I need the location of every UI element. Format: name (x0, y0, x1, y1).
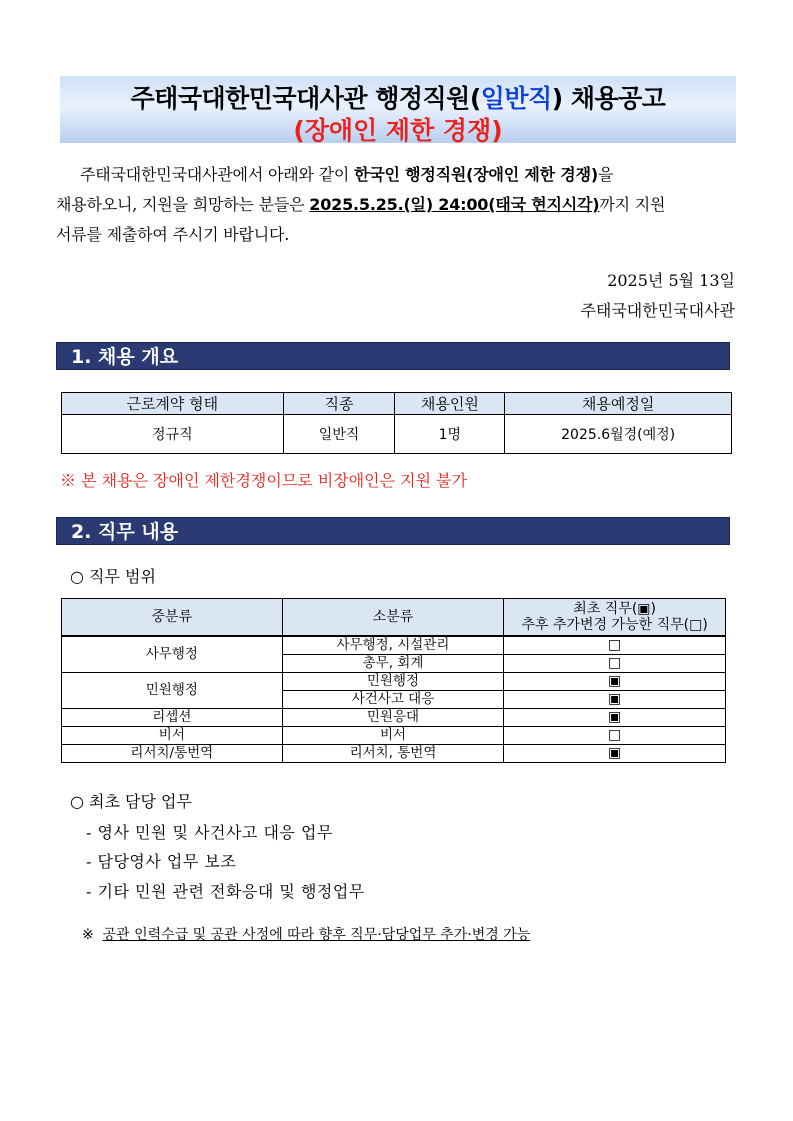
header-contract-type: 근로계약 형태 (62, 393, 284, 415)
table-header-row (62, 599, 726, 636)
checkbox-checked-icon: ▣ (504, 744, 726, 762)
checkbox-checked-icon: ▣ (504, 708, 726, 726)
header-status-line-2: 추후 추가변경 가능한 직무(□) (521, 616, 708, 633)
cell-sub-category: 민원행정 (282, 672, 504, 690)
table-row (62, 708, 726, 726)
table-row (62, 744, 726, 762)
title-banner (60, 76, 736, 143)
title-suffix: ) 채용공고 (551, 84, 666, 113)
cell-sub-category: 사무행정, 시설관리 (282, 636, 504, 655)
duty-item: - 담당영사 업무 보조 (86, 852, 237, 871)
header-status-line-1: 최초 직무(▣) (573, 600, 656, 617)
section-2-header: 2. 직무 내용 (56, 517, 730, 545)
recruitment-summary-table (61, 392, 732, 454)
cell-sub-category: 사건사고 대응 (282, 690, 504, 708)
header-job-type: 직종 (283, 393, 395, 415)
eligibility-notice: ※ 본 채용은 장애인 제한경쟁이므로 비장애인은 지원 불가 (60, 471, 468, 490)
table-row (62, 726, 726, 744)
intro-text: 채용하오니, 지원을 희망하는 분들은 (56, 195, 310, 214)
cell-start-date: 2025.6월경(예정) (505, 415, 732, 454)
title-line-2: (장애인 제한 경쟁) (293, 116, 503, 145)
intro-text: 까지 지원 (599, 195, 666, 214)
header-duty-status (504, 599, 726, 636)
checkbox-checked-icon: ▣ (504, 690, 726, 708)
initial-duties-label: ○ 최초 담당 업무 (70, 792, 192, 811)
section-1-header: 1. 채용 개요 (56, 342, 730, 370)
duty-item: - 영사 민원 및 사건사고 대응 업무 (86, 823, 333, 842)
job-scope-table (61, 598, 726, 763)
intro-line-1 (56, 160, 736, 190)
intro-deadline: 2025.5.25.(일) 24:00(태국 현지시각) (309, 195, 600, 214)
header-mid-category: 중분류 (62, 599, 283, 636)
header-start-date: 채용예정일 (505, 393, 732, 415)
cell-headcount: 1명 (395, 415, 505, 454)
header-headcount: 채용인원 (395, 393, 505, 415)
intro-text: 주태국대한민국대사관에서 아래와 같이 (80, 165, 355, 184)
table-header-row (62, 393, 732, 415)
cell-mid-category: 리셉션 (62, 708, 283, 726)
cell-mid-category: 민원행정 (62, 672, 283, 708)
cell-sub-category: 민원응대 (282, 708, 504, 726)
intro-line-3: 서류를 제출하여 주시기 바랍니다. (56, 225, 290, 244)
cell-sub-category: 리서치, 통번역 (282, 744, 504, 762)
title-highlight: 일반직 (480, 84, 552, 113)
cell-mid-category: 비서 (62, 726, 283, 744)
duty-item: - 기타 민원 관련 전화응대 및 행정업무 (86, 882, 365, 901)
table-row (62, 672, 726, 690)
table-row (62, 636, 726, 655)
checkbox-unchecked-icon: □ (504, 636, 726, 655)
cell-mid-category: 사무행정 (62, 636, 283, 673)
intro-paragraph (56, 160, 736, 250)
notice-date: 2025년 5월 13일 (607, 271, 735, 290)
cell-sub-category: 총무, 회계 (282, 654, 504, 672)
organization-name: 주태국대한민국대사관 (580, 301, 735, 320)
checkbox-checked-icon: ▣ (504, 672, 726, 690)
intro-text: 을 (597, 165, 614, 184)
checkbox-unchecked-icon: □ (504, 726, 726, 744)
checkbox-unchecked-icon: □ (504, 654, 726, 672)
job-scope-label: ○ 직무 범위 (70, 567, 156, 586)
note-text: 공관 인력수급 및 공관 사정에 따라 향후 직무·담당업무 추가·변경 가능 (102, 927, 531, 943)
title-prefix: 주태국대한민국대사관 행정직원( (130, 84, 481, 113)
intro-line-2 (56, 190, 736, 220)
header-sub-category: 소분류 (282, 599, 504, 636)
table-row (62, 415, 732, 454)
cell-sub-category: 비서 (282, 726, 504, 744)
title-line-1 (60, 79, 736, 115)
cell-job-type: 일반직 (283, 415, 395, 454)
duty-change-note (82, 924, 530, 944)
intro-bold-position: 한국인 행정직원(장애인 제한 경쟁) (354, 165, 598, 184)
cell-contract-type: 정규직 (62, 415, 284, 454)
cell-mid-category: 리서치/통번역 (62, 744, 283, 762)
note-mark: ※ (82, 927, 94, 943)
